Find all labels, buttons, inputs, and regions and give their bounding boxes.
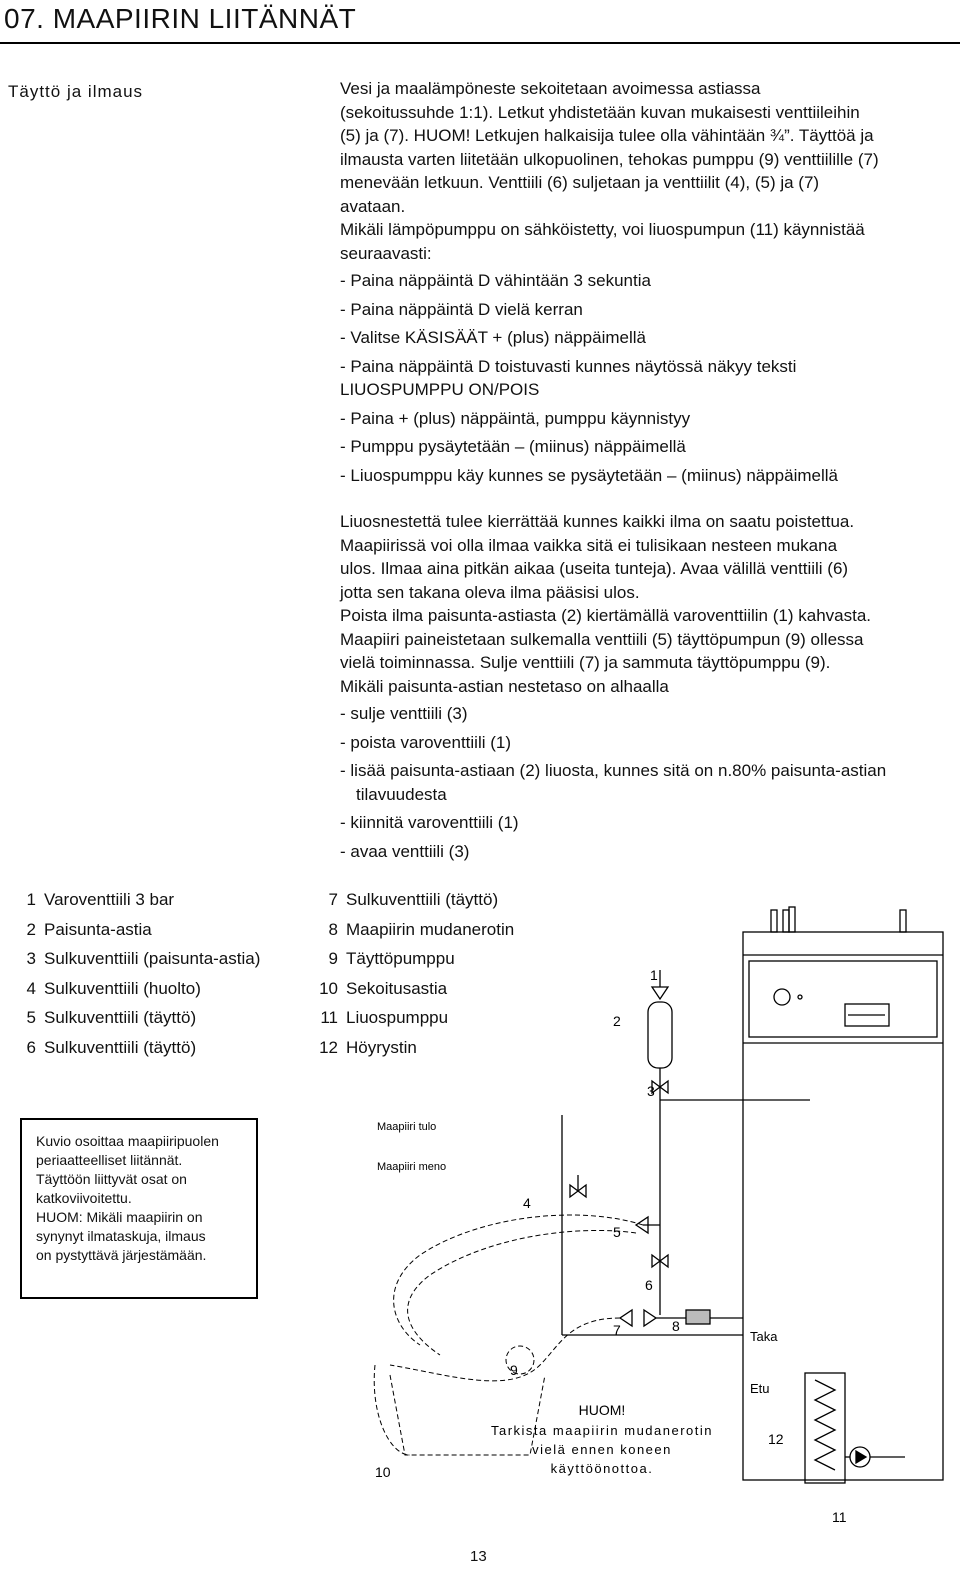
huom-line: Tarkista maapiirin mudanerotin <box>490 1423 714 1438</box>
legend-label: Sulkuventtiili (täyttö) <box>44 1037 197 1057</box>
intro-line: Mikäli lämpöpumppu on sähköistetty, voi liuospumpun (11) käynnistää <box>340 220 865 239</box>
legend-label: Sulkuventtiili (täyttö) <box>44 1008 197 1027</box>
bleed-line: Mikäli paisunta-astian nestetaso on alhaalla <box>340 676 669 696</box>
pump-steps-list <box>340 269 950 487</box>
bleed-line: Liuosnestettä tulee kierrättää kunnes kaikki ilma on saatu poistettua. <box>340 512 855 531</box>
num-2: 2 <box>613 1013 621 1029</box>
num-7: 7 <box>613 1322 621 1338</box>
list-item: - kiinnitä varoventtiili (1) <box>340 813 519 832</box>
num-9: 9 <box>510 1362 518 1378</box>
heat-pump-cabinet <box>743 907 943 1480</box>
note-line: Täyttöön liittyvät osat on <box>36 1171 187 1187</box>
legend-number: 11 <box>320 1008 338 1027</box>
legend-number: 6 <box>26 1037 36 1057</box>
intro-line: seuraavasti: <box>340 243 432 263</box>
legend-item <box>16 885 260 915</box>
list-item: - Paina näppäintä D toistuvasti kunnes näytössä näkyy teksti LIUOSPUMPPU ON/POIS <box>340 356 797 399</box>
intro-line: Vesi ja maalämpöneste sekoitetaan avoimessa astiassa <box>340 79 761 98</box>
num-8: 8 <box>672 1318 680 1334</box>
note-line: katkoviivoitettu. <box>36 1190 132 1206</box>
bleed-section <box>340 510 950 868</box>
legend-number: 7 <box>328 890 338 909</box>
list-item: - Valitse KÄSISÄÄT + (plus) näppäimellä <box>340 328 646 347</box>
legend-item <box>16 1003 260 1033</box>
legend-label: Maapiirin mudanerotin <box>346 919 515 939</box>
legend-item <box>16 1033 260 1063</box>
legend-label: Varoventtiili 3 bar <box>44 890 175 909</box>
legend-number: 4 <box>26 978 36 998</box>
legend-label: Sulkuventtiili (paisunta-astia) <box>44 949 261 968</box>
num-5: 5 <box>613 1224 621 1240</box>
bleed-line: Maapiirissä voi olla ilmaa vaikka sitä ei tulisikaan nesteen mukana <box>340 535 838 555</box>
tank-steps-list <box>340 702 950 863</box>
legend-number: 3 <box>26 949 36 968</box>
label-taka: Taka <box>750 1329 778 1344</box>
legend-number: 2 <box>26 919 36 939</box>
legend-left <box>16 885 260 1062</box>
legend-number: 1 <box>26 890 36 909</box>
intro-line: (sekoitussuhde 1:1). Letkut yhdistetään kuvan mukaisesti venttiileihin <box>340 102 860 122</box>
bleed-line: jotta sen takana oleva ilma pääsisi ulos. <box>340 582 640 602</box>
legend-number: 9 <box>328 949 338 968</box>
intro-line: menevään letkuun. Venttiili (6) suljetaan ja venttiilit (4), (5) ja (7) <box>340 173 820 192</box>
intro-line: (5) ja (7). HUOM! Letkujen halkaisija tulee olla vähintään ¾”. Täyttöä ja <box>340 126 874 145</box>
bleed-line: ulos. Ilmaa aina pitkän aikaa (useita tunteja). Avaa välillä venttiili (6) <box>340 559 849 578</box>
legend-item <box>16 944 260 974</box>
legend-label: Paisunta-astia <box>44 919 152 939</box>
list-item: - avaa venttiili (3) <box>340 841 470 861</box>
section-label: Täyttö ja ilmaus <box>8 82 144 101</box>
note-line: on pystyttävä järjestämään. <box>36 1247 207 1263</box>
num-4: 4 <box>523 1195 531 1211</box>
bleed-line: Poista ilma paisunta-astiasta (2) kiertämällä varoventtiilin (1) kahvasta. <box>340 606 872 625</box>
list-item: - sulje venttiili (3) <box>340 704 468 723</box>
huom-title: HUOM! <box>578 1402 626 1418</box>
list-item: - Paina + (plus) näppäintä, pumppu käynnistyy <box>340 408 691 428</box>
huom-line: käyttöönottoa. <box>550 1461 654 1476</box>
num-3: 3 <box>647 1083 655 1099</box>
intro-line: avataan. <box>340 196 406 216</box>
legend-item <box>16 915 260 945</box>
legend-number: 8 <box>328 919 338 939</box>
note-line: synynyt ilmataskuja, ilmaus <box>36 1228 206 1244</box>
legend-label: Täyttöpumppu <box>346 949 455 968</box>
label-tulo: Maapiiri tulo <box>377 1121 437 1133</box>
legend-number: 10 <box>319 978 338 998</box>
legend-label: Sulkuventtiili (huolto) <box>44 978 201 998</box>
page-number: 13 <box>470 1548 487 1565</box>
legend-label: Sekoitusastia <box>346 978 448 998</box>
list-item: - Liuospumppu käy kunnes se pysäytetään – (miinus) näppäimellä <box>340 465 838 485</box>
legend-label: Sulkuventtiili (täyttö) <box>346 890 499 909</box>
bleed-line: vielä toiminnassa. Sulje venttiili (7) ja sammuta täyttöpumppu (9). <box>340 653 831 672</box>
num-12: 12 <box>768 1431 784 1447</box>
list-item: - lisää paisunta-astiaan (2) liuosta, kunnes sitä on n.80% paisunta-astian tilavuudesta <box>340 761 887 804</box>
list-item: - Pumppu pysäytetään – (miinus) näppäimellä <box>340 437 686 456</box>
note-line: periaatteelliset liitännät. <box>36 1152 183 1168</box>
bleed-line: Maapiiri paineistetaan sulkemalla venttiili (5) täyttöpumpun (9) ollessa <box>340 629 864 649</box>
expansion-tank <box>648 970 810 1315</box>
legend-number: 5 <box>26 1008 36 1027</box>
legend-number: 12 <box>319 1037 338 1057</box>
note-line: Kuvio osoittaa maapiiripuolen <box>36 1133 219 1149</box>
page-header <box>0 0 960 44</box>
legend-item <box>16 974 260 1004</box>
intro-section <box>340 77 950 492</box>
huom-line: vielä ennen koneen <box>532 1442 672 1457</box>
label-meno: Maapiiri meno <box>377 1161 447 1173</box>
label-etu: Etu <box>750 1381 770 1396</box>
page-title: 07. MAAPIIRIN LIITÄNNÄT <box>4 3 357 34</box>
num-6: 6 <box>645 1277 653 1293</box>
num-10: 10 <box>375 1464 391 1480</box>
list-item: - Paina näppäintä D vähintään 3 sekuntia <box>340 271 651 290</box>
legend-label: Höyrystin <box>346 1037 417 1057</box>
num-11: 11 <box>832 1509 847 1525</box>
note-line: HUOM: Mikäli maapiirin on <box>36 1209 203 1225</box>
connection-diagram <box>330 895 960 1535</box>
legend-label: Liuospumppu <box>346 1008 449 1027</box>
num-1: 1 <box>650 967 658 983</box>
list-item: - Paina näppäintä D vielä kerran <box>340 299 583 319</box>
note-box <box>20 1118 258 1299</box>
intro-line: ilmausta varten liitetään ulkopuolinen, tehokas pumppu (9) venttiilille (7) <box>340 149 879 169</box>
list-item: - poista varoventtiili (1) <box>340 732 512 752</box>
